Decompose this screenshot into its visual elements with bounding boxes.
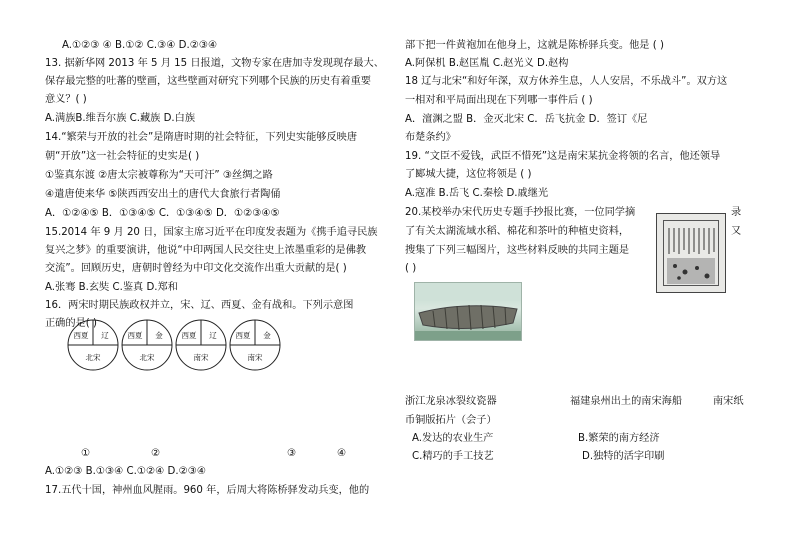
q15-options: A.张骞 B.玄奘 C.鉴真 D.郑和: [45, 282, 178, 293]
q17-line2: 部下把一件黄袍加在他身上，这就是陈桥驿兵变。他是 ( ): [405, 40, 664, 51]
diagram-number-2: ②: [151, 448, 161, 459]
diagram-2-bottom: 北宋: [139, 353, 155, 362]
q12-options: A.①②③ ④ B.①② C.③④ D.②③④: [62, 40, 218, 51]
q18-options-cont: 布楚条约》: [405, 132, 456, 143]
diagram-2-top-left: 西夏: [127, 331, 143, 340]
q20-option-b: B.繁荣的南方经济: [578, 433, 660, 444]
q14-line1: 14.“繁荣与开放的社会”是隋唐时期的社会特征，下列史实能够反映唐: [45, 132, 358, 143]
diagram-1-top-right: 辽: [101, 331, 109, 340]
diagram-3-bottom: 南宋: [193, 353, 209, 362]
diagram-4-bottom: 南宋: [247, 353, 263, 362]
q20-line1: 20.某校举办宋代历史专题手抄报比赛，一位同学摘: [405, 207, 636, 218]
q15-line3: 交流”。回顾历史，唐朝时曾经为中印文化交流作出重大贡献的是( ): [45, 263, 347, 274]
q16-options: A.①②③ B.①③④ C.①②④ D.②③④: [45, 466, 207, 477]
q20-line4: ( ): [405, 263, 417, 274]
q20-line2-end: 又: [731, 226, 742, 237]
diagram-3: [174, 318, 228, 372]
q17-line1: 17.五代十国，神州血风腥雨。960 年，后周大将陈桥驿发动兵变，他的: [45, 485, 370, 496]
q18-line1: 18 辽与北宋“和好年深，双方休养生息，人人安居，不乐战斗”。双方这: [405, 76, 728, 87]
q16-line2: 正确的是( ): [45, 318, 97, 329]
q20-line2: 了有关太湖流域水稻、棉花和茶叶的种植史资料，: [405, 226, 630, 237]
q18-line2: 一相对和平局面出现在下列哪一事件后 ( ): [405, 95, 593, 106]
diagram-1-top-left: 西夏: [73, 331, 89, 340]
q20-option-a: A.发达的农业生产: [412, 433, 494, 444]
q20-line1-end: 录: [731, 207, 742, 218]
q14-items-2: ④遣唐使来华 ⑤陕西西安出土的唐代大食旅行者陶俑: [45, 189, 281, 200]
q20-option-d: D.独特的活字印刷: [582, 451, 665, 462]
q17-options: A.阿保机 B.赵匡胤 C.赵光义 D.赵构: [405, 58, 569, 69]
q19-options: A.寇准 B.岳飞 C.秦桧 D.戚继光: [405, 188, 549, 199]
diagram-number-3: ③: [287, 448, 297, 459]
q14-options: A．①②④⑤ B．①③④⑤ C．①③④⑤ D．①②③④⑤: [45, 208, 280, 219]
q19-line2: 了郾城大捷，这位将领是 ( ): [405, 169, 532, 180]
diagram-4: [228, 318, 282, 372]
q20-option-c: C.精巧的手工技艺: [412, 451, 494, 462]
q13-line3: 意义？( ): [45, 94, 87, 105]
diagram-4-top-left: 西夏: [235, 331, 251, 340]
q16-line1: 16．两宋时期民族政权并立，宋、辽、西夏、金有战和。下列示意图: [45, 300, 354, 311]
diagram-1-bottom: 北宋: [85, 353, 101, 362]
q19-line1: 19. “文臣不爱钱，武臣不惜死”这是南宋某抗金将领的名言，他还领导: [405, 151, 721, 162]
q15-line1: 15.2014 年 9 月 20 日，国家主席习近平在印度发表题为《携手追寻民族: [45, 227, 378, 238]
diagram-number-4: ④: [337, 448, 347, 459]
diagram-2-top-right: 金: [155, 331, 163, 340]
q20-line3: 搜集了下列三幅图片，这些材料反映的共同主题是: [405, 245, 630, 256]
song-ship-photo: [414, 282, 522, 341]
diagram-2: [120, 318, 174, 372]
diagram-3-top-left: 西夏: [181, 331, 197, 340]
q13-options: A.满族B.维吾尔族 C.藏族 D.白族: [45, 113, 196, 124]
q14-line2: 朝“开放”这一社会特征的史实是( ): [45, 151, 200, 162]
paper-money-rubbing-image: [656, 213, 726, 293]
q18-options: A．澶渊之盟 B．金灭北宋 C．岳飞抗金 D．签订《尼: [405, 114, 648, 125]
q13-line1: 13. 据新华网 2013 年 5 月 15 日报道，文物专家在唐加寺发现现存最大、: [45, 58, 384, 69]
caption-porcelain: 浙江龙泉冰裂纹瓷器: [405, 396, 497, 407]
q14-items-1: ①鉴真东渡 ②唐太宗被尊称为“天可汗” ③丝绸之路: [45, 170, 273, 181]
caption-paper-money: 南宋纸: [713, 396, 744, 407]
diagram-number-1: ①: [81, 448, 91, 459]
diagram-3-top-right: 辽: [209, 331, 217, 340]
caption-ship: 福建泉州出土的南宋海船: [570, 396, 683, 407]
q15-line2: 复兴之梦》的重要演讲，他说“中印两国人民交往史上浓墨重彩的是佛教: [45, 245, 367, 256]
diagram-4-top-right: 金: [263, 331, 271, 340]
caption-paper-money-cont: 币铜版拓片（会子）: [405, 415, 497, 426]
diagram-1: [66, 318, 120, 372]
q13-line2: 保存最完整的吐蕃的壁画，这些壁画对研究下列哪个民族的历史有着重要: [45, 76, 371, 87]
